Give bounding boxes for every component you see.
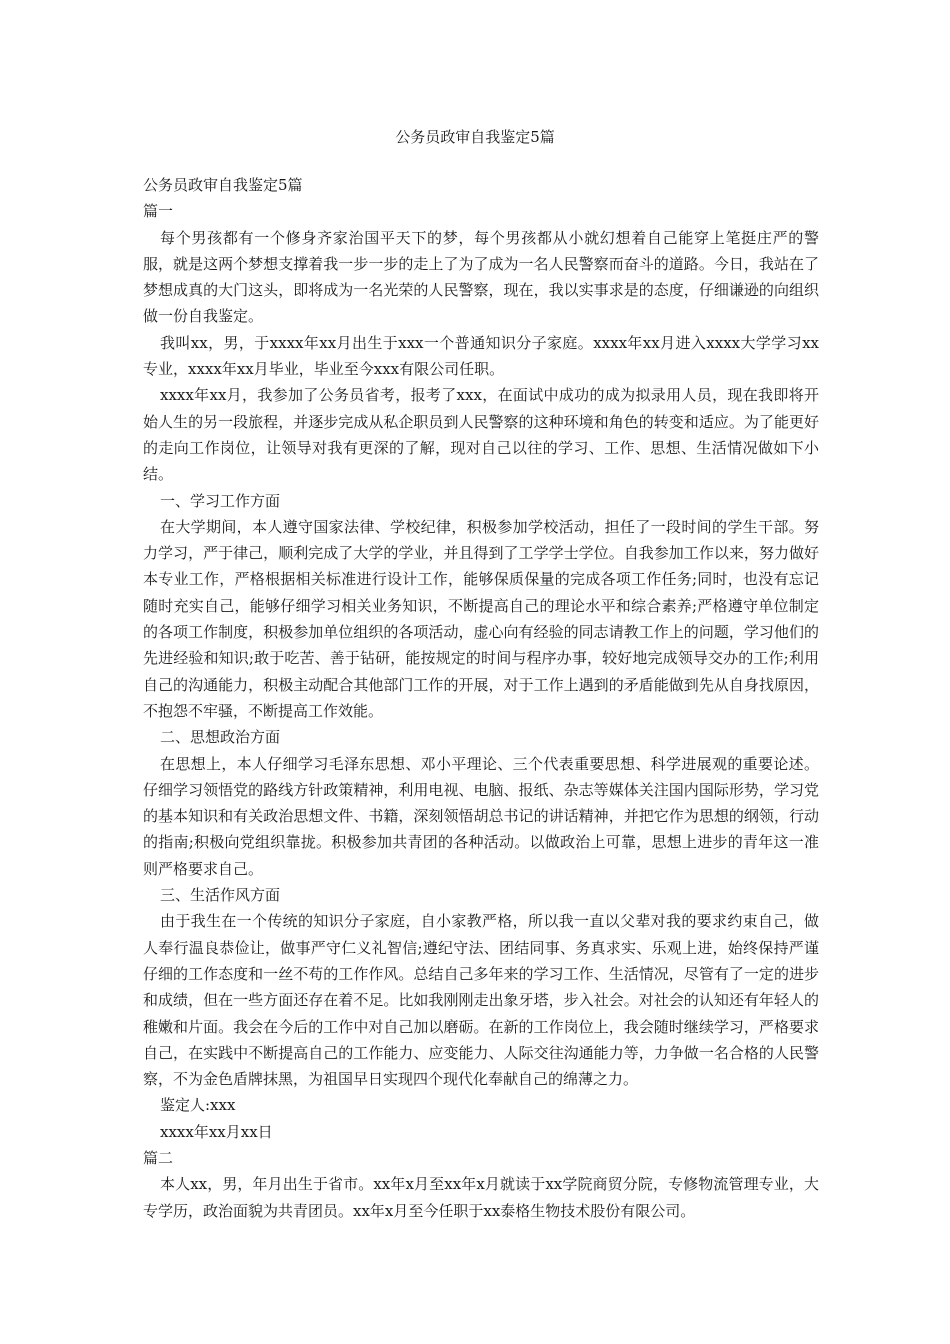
section-heading-part-one: 篇一 [143,202,174,221]
paragraph-exam: xxxx年xx月，我参加了公务员省考，报考了xxx，在面试中成功的成为拟录用人员，现在我即将开始人生的另一段旅程，并逐步完成从私企职员到人民警察的这种环境和角色的转变和适应。为了能更好的走向工作岗位，让领导对我有更深的了解，现对自己以往的学习、工作、思想、生活情况做如下小结。 [143,386,819,484]
paragraph-personal-info: 我叫xx，男，于xxxx年xx月出生于xxx一个普通知识分子家庭。xxxx年xx月进入xxxx大学学习xx专业，xxxx年xx月毕业，毕业至今xxx有限公司任职。 [143,333,819,379]
paragraph-study-work: 在大学期间，本人遵守国家法律、学校纪律，积极参加学校活动，担任了一段时间的学生干部。努力学习，严于律己，顺利完成了大学的学业，并且得到了工学学士学位。自我参加工作以来，努力做好本专业工作，严格根据相关标准进行设计工作，能够保质保量的完成各项工作任务;同时，也没有忘记随时充实自己，能够仔细学习相关业务知识，不断提高自己的理论水平和综合素养;严格遵守单位制定的各项工作制度，积极参加单位组织的各项活动，虚心向有经验的同志请教工作上的问题，学习他们的先进经验和知识;敢于吃苦、善于钻研，能按规定的时间与程序办事，较好地完成领导交办的工作;利用自己的沟通能力，积极主动配合其他部门工作的开展，对于工作上遇到的矛盾能做到先从自身找原因，不抱怨不牢骚，不断提高工作效能。 [143,517,819,720]
date-line: xxxx年xx月xx日 [160,1122,273,1141]
subtitle-line: 公务员政审自我鉴定5篇 [143,176,303,194]
paragraph-intro: 每个男孩都有一个修身齐家治国平天下的梦，每个男孩都从小就幻想着自己能穿上笔挺庄严的警服，就是这两个梦想支撑着我一步一步的走上了为了成为一名人民警察而奋斗的道路。今日，我站在了梦想成真的大门这头，即将成为一名光荣的人民警察，现在，我以实事求是的态度，仔细谦逊的向组织做一份自我鉴定。 [143,228,819,326]
document-body [143,172,819,1224]
heading-study-work: 一、学习工作方面 [160,491,281,510]
paragraph-part-two-intro: 本人xx，男，年月出生于省市。xx年x月至xx年x月就读于xx学院商贸分院，专修物流管理专业，大专学历，政治面貌为共青团员。xx年x月至今任职于xx泰格生物技术股份有限公司。 [143,1175,819,1220]
heading-political: 二、思想政治方面 [160,728,281,747]
paragraph-political: 在思想上，本人仔细学习毛泽东思想、邓小平理论、三个代表重要思想、科学进展观的重要论述。仔细学习领悟党的路线方针政策精神，利用电视、电脑、报纸、杂志等媒体关注国内国际形势，学习党的基本知识和有关政治思想文件、书籍，深刻领悟胡总书记的讲话精神，并把它作为思想的纲领，行动的指南;积极向党组织靠拢。积极参加共青团的各种活动。以做政治上可靠，思想上进步的青年这一准则严格要求自己。 [143,754,819,878]
document-title: 公务员政审自我鉴定5篇 [395,128,555,146]
section-heading-part-two: 篇二 [143,1148,174,1167]
heading-lifestyle: 三、生活作风方面 [160,886,281,905]
signatory-line: 鉴定人:xxx [160,1096,236,1115]
paragraph-lifestyle: 由于我生在一个传统的知识分子家庭，自小家教严格，所以我一直以父辈对我的要求约束自己，做人奉行温良恭俭让，做事严守仁义礼智信;遵纪守法、团结同事、务真求实、乐观上进，始终保持严谨仔细的工作态度和一丝不苟的工作作风。总结自己多年来的学习工作、生活情况，尽管有了一定的进步和成绩，但在一些方面还存在着不足。比如我刚刚走出象牙塔，步入社会。对社会的认知还有年轻人的稚嫩和片面。我会在今后的工作中对自己加以磨砺。在新的工作岗位上，我会随时继续学习，严格要求自己，在实践中不断提高自己的工作能力、应变能力、人际交往沟通能力等，力争做一名合格的人民警察，不为金色盾牌抹黑，为祖国早日实现四个现代化奉献自己的绵薄之力。 [143,912,819,1089]
